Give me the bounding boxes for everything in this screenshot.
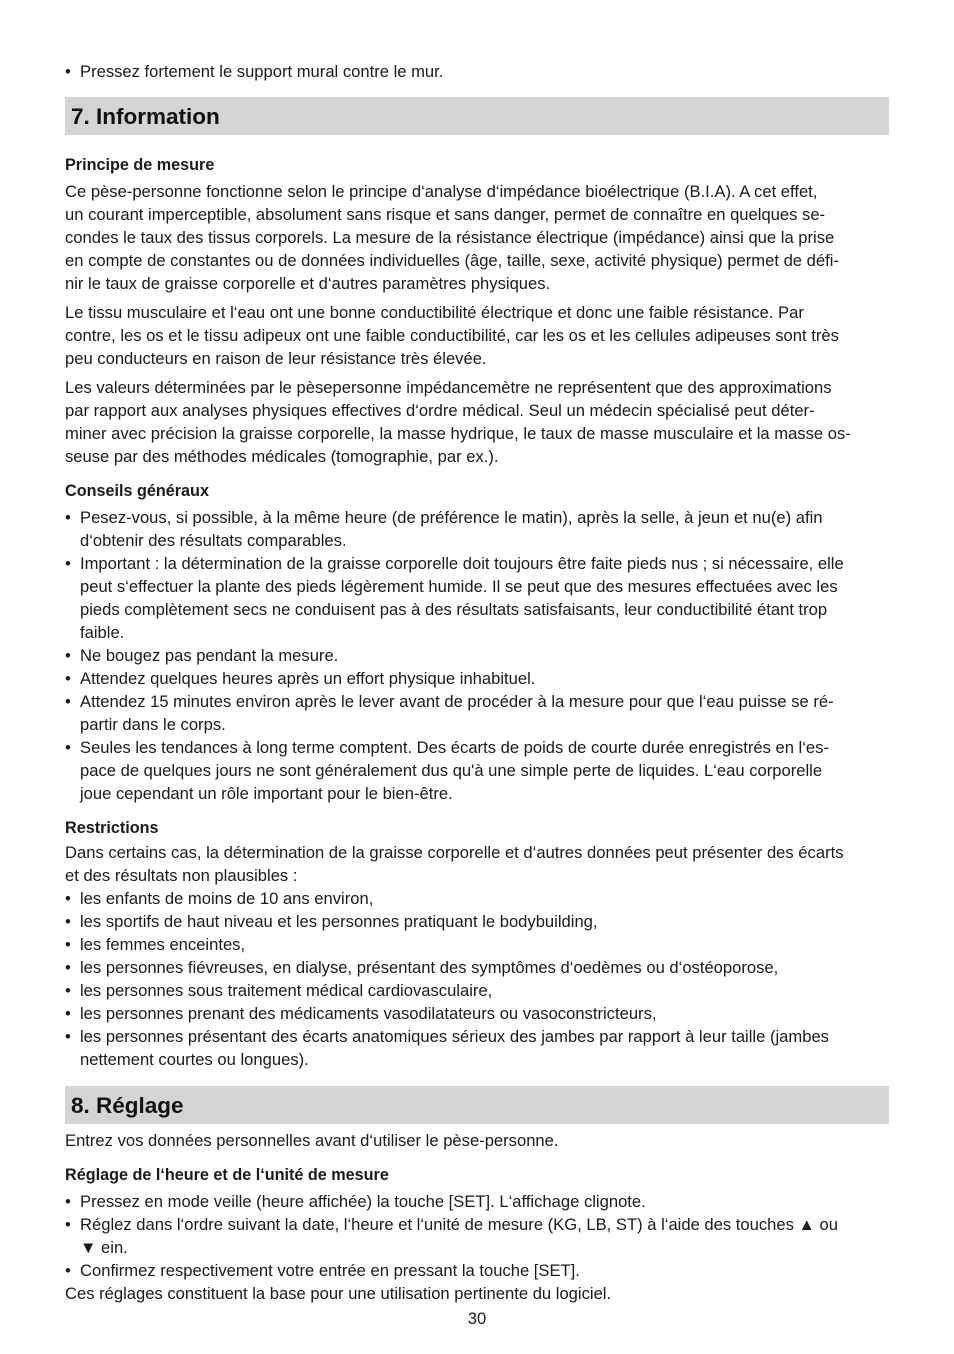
reglage-heading: Réglage de l‘heure et de l‘unité de mesure — [65, 1166, 389, 1184]
list-item: • Réglez dans l‘ordre suivant la date, l‘heure et l‘unité de mesure (KG, LB, ST) à l‘aide des touches ▲ ou ▼ ein. — [65, 1213, 889, 1259]
list-item: • Attendez 15 minutes environ après le lever avant de procéder à la mesure pour que l‘eau puisse se ré- partir dans le corps. — [65, 690, 889, 736]
page-number: 30 — [467, 1309, 487, 1328]
restrictions-list — [65, 887, 889, 1071]
section-8-header — [65, 1086, 889, 1124]
section-title: 7. Information — [71, 103, 220, 129]
list-item: • les personnes présentant des écarts anatomiques sérieux des jambes par rapport à leur taille (jambes nettement courtes ou longues). — [65, 1025, 889, 1071]
section-7-header — [65, 97, 889, 135]
list-item: • les femmes enceintes, — [65, 933, 889, 956]
list-item: • Pressez en mode veille (heure affichée) la touche [SET]. L‘affichage clignote. — [65, 1190, 889, 1213]
list-item: • Pesez-vous, si possible, à la même heure (de préférence le matin), après la selle, à jeun et nu(e) afin d‘obtenir des résultats comparables. — [65, 506, 889, 552]
conseils-list — [65, 506, 889, 805]
reglage-intro: Entrez vos données personnelles avant d‘utiliser le pèse-personne. — [65, 1131, 559, 1150]
list-item: • les enfants de moins de 10 ans environ, — [65, 887, 889, 910]
conseils-heading: Conseils généraux — [65, 482, 209, 500]
reglage-closing: Ces réglages constituent la base pour une utilisation pertinente du logiciel. — [65, 1284, 612, 1303]
list-item: • Ne bougez pas pendant la mesure. — [65, 644, 889, 667]
section-title: 8. Réglage — [71, 1092, 184, 1118]
list-item: • les personnes sous traitement médical cardiovasculaire, — [65, 979, 889, 1002]
document-page — [65, 60, 889, 1305]
restrictions-heading: Restrictions — [65, 819, 159, 837]
principe-heading: Principe de mesure — [65, 156, 215, 174]
paragraph-restrictions: Dans certains cas, la détermination de la graisse corporelle et d‘autres données peut présenter des écarts et des résultats non plausibles : — [65, 843, 844, 885]
list-item: • Attendez quelques heures après un effort physique inhabituel. — [65, 667, 889, 690]
list-item: • Important : la détermination de la graisse corporelle doit toujours être faite pieds nus ; si nécessaire, elle peut s‘effectuer la plante des pieds légèrement humide. Il se peut que des mesures effectuées avec les pieds complètement secs ne conduisent pas à des résultats satisfaisants, leur conductibilité étant trop faible. — [65, 552, 889, 644]
reglage-list — [65, 1190, 889, 1282]
paragraph-valeurs: Les valeurs déterminées par le pèsepersonne impédancemètre ne représentent que des approximations par rapport aux analyses physiques effectives d‘ordre médical. Seul un médecin spécialisé peut déter- miner avec précision la graisse corporelle, la masse hydrique, le taux de masse musculaire et la masse os- seuse par des méthodes médicales (tomographie, par ex.). — [65, 378, 851, 466]
list-item: • Pressez fortement le support mural contre le mur. — [65, 60, 889, 83]
list-item: • Confirmez respectivement votre entrée en pressant la touche [SET]. — [65, 1259, 889, 1282]
paragraph-conductibilite: Le tissu musculaire et l‘eau ont une bonne conductibilité électrique et donc une faible résistance. Par contre, les os et le tissu adipeux ont une faible conductibilité, car les os et les cellules adipeuses sont très peu conducteurs en raison de leur résistance très élevée. — [65, 303, 839, 368]
list-item: • les sportifs de haut niveau et les personnes pratiquant le bodybuilding, — [65, 910, 889, 933]
paragraph-principe: Ce pèse-personne fonctionne selon le principe d‘analyse d‘impédance bioélectrique (B.I.A). A cet effet, un courant imperceptible, absolument sans risque et sans danger, permet de connaître en quelques se- condes le taux des tissus corporels. La mesure de la résistance électrique (impédance) ainsi que la prise en compte de constantes ou de données individuelles (âge, taille, sexe, activité physique) permet de défi- nir le taux de graisse corporelle et d‘autres paramètres physiques. — [65, 182, 839, 293]
list-item: • les personnes prenant des médicaments vasodilatateurs ou vasoconstricteurs, — [65, 1002, 889, 1025]
top-bullet-list — [65, 60, 889, 83]
list-item: • les personnes fiévreuses, en dialyse, présentant des symptômes d‘oedèmes ou d‘ostéoporose, — [65, 956, 889, 979]
list-item: • Seules les tendances à long terme comptent. Des écarts de poids de courte durée enregistrés en l‘es- pace de quelques jours ne sont généralement dus qu'à une simple perte de liquides. L‘eau corporelle joue cependant un rôle important pour le bien-être. — [65, 736, 889, 805]
